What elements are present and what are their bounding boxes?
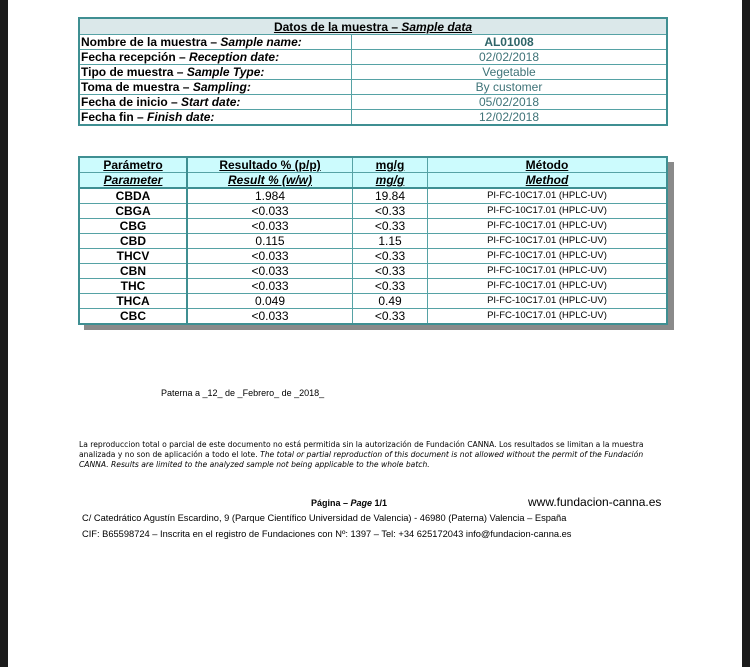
header-result-es: Resultado % (p/p) — [187, 157, 353, 173]
label-en: Sample Type: — [186, 65, 265, 79]
method-cell: PI-FC-10C17.01 (HPLC-UV) — [428, 309, 668, 325]
start-date-value: 05/02/2018 — [352, 95, 668, 110]
percent-cell: 0.049 — [187, 294, 353, 309]
label-en: Start date: — [181, 95, 241, 109]
method-cell: PI-FC-10C17.01 (HPLC-UV) — [428, 219, 668, 234]
sample-row — [79, 35, 667, 50]
parameter-cell: CBDA — [79, 188, 187, 204]
sample-label — [79, 35, 352, 50]
label-es: Fecha fin – — [81, 110, 148, 124]
table-row — [79, 264, 667, 279]
mg-cell: <0.33 — [353, 204, 428, 219]
percent-cell: <0.033 — [187, 279, 353, 294]
page-count: 1/1 — [372, 498, 388, 508]
method-cell: PI-FC-10C17.01 (HPLC-UV) — [428, 279, 668, 294]
label-en: Sampling: — [192, 80, 251, 94]
percent-cell: <0.033 — [187, 219, 353, 234]
disclaimer-es: La reproduccion total o parcial de este documento no está permitida sin la autorización de Fundación CANNA. Los resultados se limitan a la muestra analizada y no son de aplicación a todo el lote. — [79, 440, 644, 459]
percent-cell: <0.033 — [187, 249, 353, 264]
sample-row — [79, 50, 667, 65]
mg-cell: <0.33 — [353, 249, 428, 264]
mg-cell: <0.33 — [353, 279, 428, 294]
header-method-es: Método — [428, 157, 668, 173]
sample-data-table — [78, 17, 668, 126]
sample-row — [79, 80, 667, 95]
place-date: Paterna a _12_ de _Febrero_ de _2018_ — [161, 388, 325, 398]
percent-cell: <0.033 — [187, 309, 353, 325]
reception-date-value: 02/02/2018 — [352, 50, 668, 65]
sample-label — [79, 110, 352, 126]
sample-row — [79, 95, 667, 110]
method-cell: PI-FC-10C17.01 (HPLC-UV) — [428, 294, 668, 309]
table-row — [79, 249, 667, 264]
disclaimer-en: The total or partial reproduction of this document is not allowed without the permit of the Fundación CANNA. Results are limited to the analyzed sample not being applicable to the whole batch. — [79, 450, 644, 469]
table-row — [79, 204, 667, 219]
sample-label — [79, 80, 352, 95]
mg-cell: 19.84 — [353, 188, 428, 204]
header-mg-en: mg/g — [353, 173, 428, 189]
label-en: Sample name: — [220, 35, 302, 49]
percent-cell: <0.033 — [187, 204, 353, 219]
title-es: Datos de la muestra – — [273, 19, 402, 34]
sample-row — [79, 65, 667, 80]
method-cell: PI-FC-10C17.01 (HPLC-UV) — [428, 264, 668, 279]
address: C/ Catedrático Agustín Escardino, 9 (Parque Científico Universidad de Valencia) - 46980 (Paterna) Valencia – España — [82, 513, 567, 523]
header-parameter-en: Parameter — [79, 173, 187, 189]
parameter-cell: CBN — [79, 264, 187, 279]
page-label-es: Página – — [311, 498, 351, 508]
table-row — [79, 188, 667, 204]
method-cell: PI-FC-10C17.01 (HPLC-UV) — [428, 249, 668, 264]
sample-data-title — [79, 18, 667, 35]
table-row — [79, 279, 667, 294]
results-section — [78, 156, 668, 325]
header-mg-es: mg/g — [353, 157, 428, 173]
header-result-en: Result % (w/w) — [187, 173, 353, 189]
sample-label — [79, 95, 352, 110]
label-en: Finish date: — [147, 110, 215, 124]
mg-cell: 1.15 — [353, 234, 428, 249]
label-es: Fecha de inicio – — [81, 95, 182, 109]
parameter-cell: THCV — [79, 249, 187, 264]
parameter-cell: CBC — [79, 309, 187, 325]
header-row-en — [79, 173, 667, 189]
method-cell: PI-FC-10C17.01 (HPLC-UV) — [428, 188, 668, 204]
title-en: Sample data — [401, 19, 473, 34]
percent-cell: <0.033 — [187, 264, 353, 279]
finish-date-value: 12/02/2018 — [352, 110, 668, 126]
page-number — [311, 498, 387, 508]
cif-contact: CIF: B65598724 – Inscrita en el registro de Fundaciones con Nº: 1397 – Tel: +34 625172043 info@fundacion-canna.es — [82, 529, 572, 539]
header-row-es — [79, 157, 667, 173]
label-es: Nombre de la muestra – — [81, 35, 221, 49]
website-link[interactable]: www.fundacion-canna.es — [528, 495, 662, 509]
table-row — [79, 294, 667, 309]
page-label-en: Page — [350, 498, 373, 508]
label-es: Tipo de muestra – — [81, 65, 187, 79]
method-cell: PI-FC-10C17.01 (HPLC-UV) — [428, 204, 668, 219]
sample-label — [79, 65, 352, 80]
parameter-cell: CBGA — [79, 204, 187, 219]
label-es: Toma de muestra – — [81, 80, 193, 94]
header-parameter-es: Parámetro — [79, 157, 187, 173]
parameter-cell: THCA — [79, 294, 187, 309]
table-row — [79, 219, 667, 234]
label-es: Fecha recepción – — [81, 50, 190, 64]
parameter-cell: CBD — [79, 234, 187, 249]
mg-cell: <0.33 — [353, 264, 428, 279]
sample-row — [79, 110, 667, 126]
sample-label — [79, 50, 352, 65]
header-method-en: Method — [428, 173, 668, 189]
method-cell: PI-FC-10C17.01 (HPLC-UV) — [428, 234, 668, 249]
mg-cell: 0.49 — [353, 294, 428, 309]
document-page — [8, 0, 742, 667]
table-row — [79, 309, 667, 325]
results-table — [78, 156, 668, 325]
sampling-value: By customer — [352, 80, 668, 95]
disclaimer — [79, 440, 674, 470]
mg-cell: <0.33 — [353, 219, 428, 234]
table-row — [79, 234, 667, 249]
parameter-cell: CBG — [79, 219, 187, 234]
percent-cell: 1.984 — [187, 188, 353, 204]
label-en: Reception date: — [189, 50, 280, 64]
percent-cell: 0.115 — [187, 234, 353, 249]
sample-name-value: AL01008 — [352, 35, 668, 50]
sample-type-value: Vegetable — [352, 65, 668, 80]
parameter-cell: THC — [79, 279, 187, 294]
mg-cell: <0.33 — [353, 309, 428, 325]
